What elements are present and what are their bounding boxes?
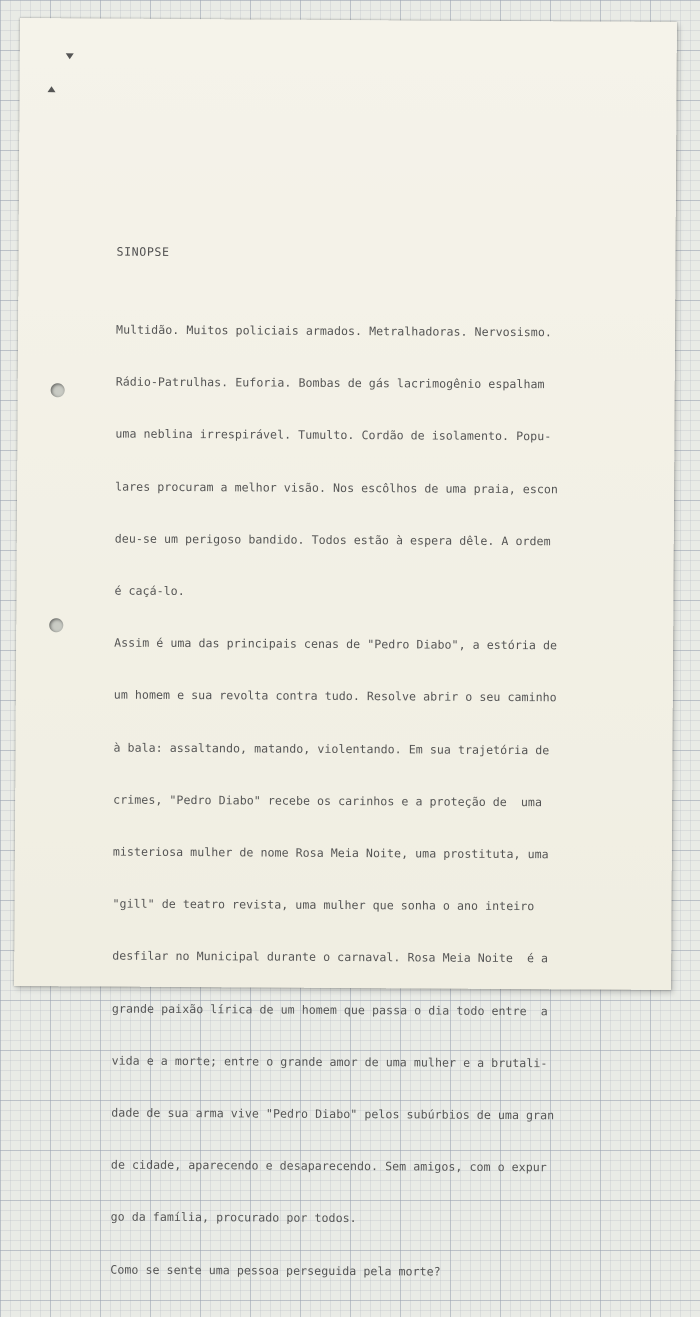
text-line: "gill" de teatro revista, uma mulher que sonha o ano inteiro [112, 896, 535, 914]
text-line: deu-se um perigoso bandido. Todos estão à espera dêle. A ordem [114, 531, 551, 549]
text-line: é caçá-lo. [114, 583, 185, 599]
text-line: um homem e sua revolta contra tudo. Resolve abrir o seu caminho [113, 688, 557, 705]
text-line: desfilar no Municipal durante o carnaval. Rosa Meia Noite é a [112, 949, 549, 966]
text-line: lares procuram a melhor visão. Nos escôlhos de uma praia, escon [115, 479, 559, 496]
text-line: de cidade, aparecendo e desaparecendo. Sem amigos, com o expur [110, 1157, 547, 1175]
staple-mark-icon [48, 86, 56, 92]
text-line: go da família, procurado por todos. [110, 1210, 357, 1226]
document-title: SINOPSE [116, 244, 170, 259]
text-line: uma neblina irrespirável. Tumulto. Cordão de isolamento. Popu- [115, 427, 552, 444]
punch-hole-icon [49, 618, 63, 632]
text-line: misteriosa mulher de nome Rosa Meia Noite, uma prostituta, uma [112, 844, 549, 862]
text-line: grande paixão lírica de um homem que passa o dia todo entre a [111, 1001, 548, 1018]
text-line: vida e a morte; entre o grande amor de uma mulher e a brutali- [111, 1053, 548, 1071]
punch-hole-icon [51, 383, 65, 397]
text-line: à bala: assaltando, matando, violentando. Em sua trajetória de [113, 740, 550, 757]
staple-mark-icon [66, 53, 74, 59]
text-line: dade de sua arma vive "Pedro Diabo" pelos subúrbios de uma gran [111, 1105, 555, 1123]
text-line: Como se sente uma pessoa perseguida pela morte? [110, 1262, 441, 1279]
text-line: Multidão. Muitos policiais armados. Metralhadoras. Nervosismo. [116, 322, 552, 340]
text-line: Assim é uma das principais cenas de "Pedro Diabo", a estória de [114, 635, 558, 653]
text-line: Rádio-Patrulhas. Euforia. Bombas de gás lacrimogênio espalham [115, 374, 545, 392]
typewritten-text [110, 209, 607, 1317]
text-line: crimes, "Pedro Diabo" recebe os carinhos e a proteção de uma [113, 792, 543, 810]
document-page [14, 18, 677, 1279]
